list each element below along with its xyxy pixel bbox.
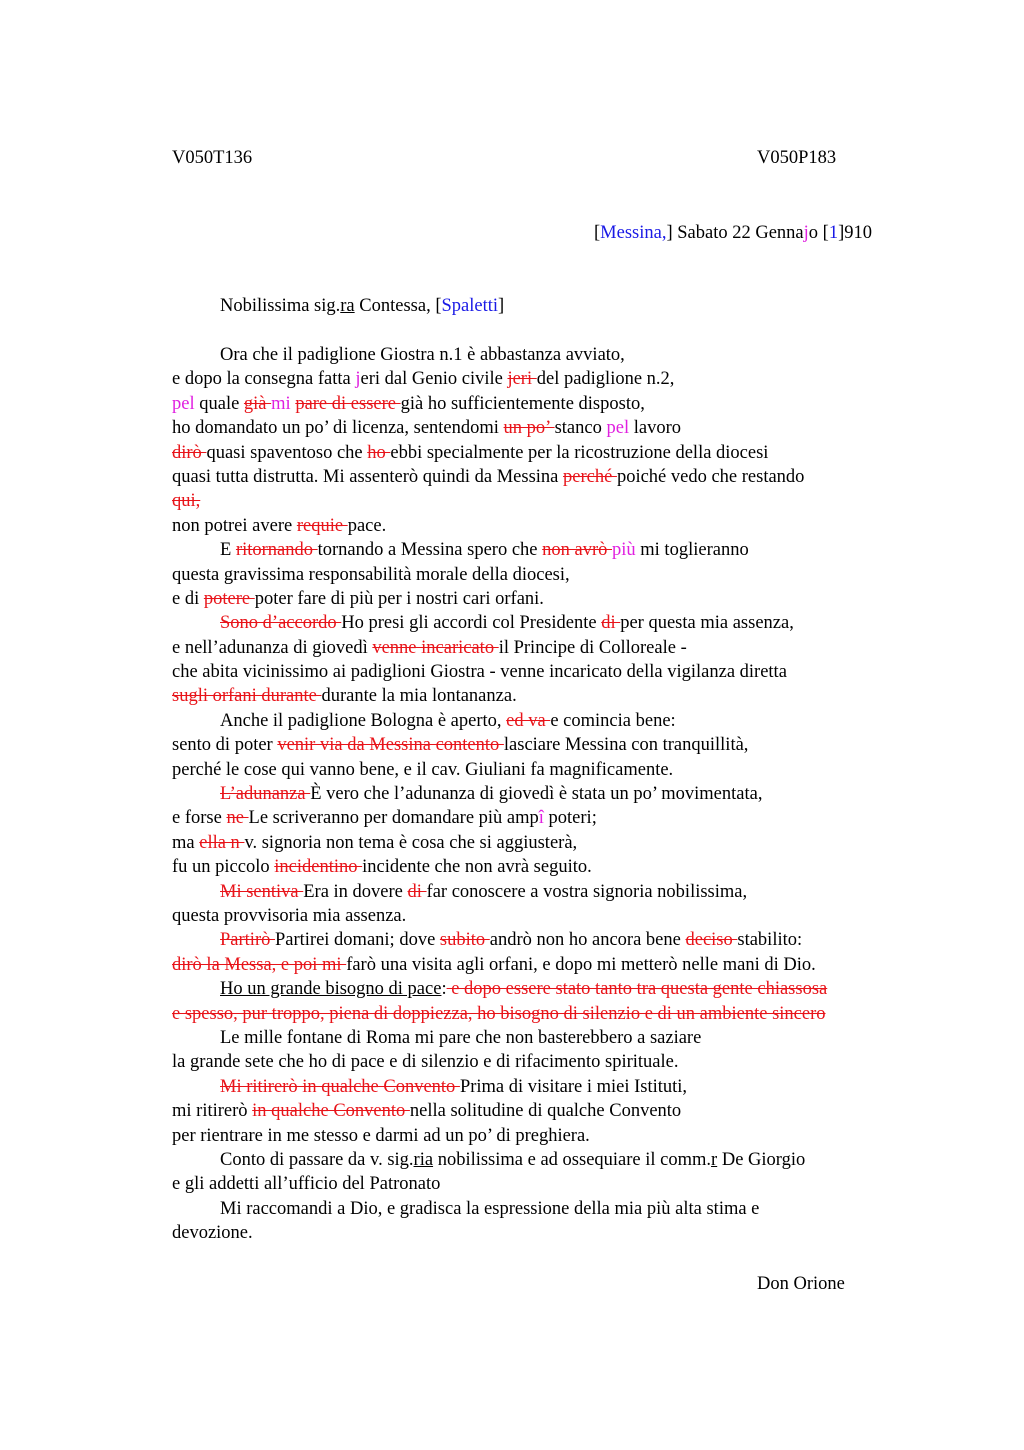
text-span: andrò non ho ancora bene [489, 930, 686, 951]
text-span: De Giorgio [717, 1149, 806, 1170]
text-line [172, 416, 912, 440]
text-span: e comincia bene: [550, 710, 676, 731]
text-span: Ora che il padiglione Giostra n.1 è abbastanza avviato, [220, 345, 625, 365]
text-line [172, 343, 912, 367]
text-line [172, 636, 912, 660]
text-line [172, 1050, 912, 1074]
deleted-text: qui, [172, 491, 201, 512]
deleted-text: ne [226, 808, 249, 829]
text-line [172, 1002, 912, 1026]
deleted-text: e spesso, pur troppo, piena di doppiezza, ho bisogno di silenzio e di un ambiente sincero [172, 1003, 826, 1024]
deleted-text: non avrò [542, 540, 613, 561]
deleted-text: di [601, 613, 621, 634]
text-span: per rientrare in me stesso e darmi ad un po’ di preghiera. [172, 1125, 590, 1146]
underlined-text: r [711, 1149, 718, 1170]
deleted-text: di [407, 881, 427, 902]
deleted-text: un po’ [503, 418, 555, 439]
text-span: quale [194, 393, 244, 414]
text-line [172, 1026, 912, 1050]
text-line [172, 953, 912, 977]
text-line [172, 1148, 912, 1172]
editorial-insertion: Spaletti [441, 296, 499, 316]
added-text: pel [172, 393, 195, 414]
dateline [594, 222, 872, 244]
text-span: mi ritirerò [172, 1101, 253, 1122]
deleted-text: dirò la Messa, e poi mi [172, 954, 347, 975]
text-line [172, 1075, 912, 1099]
text-line [172, 563, 912, 587]
added-text: j [803, 223, 809, 243]
text-span: e nell’adunanza di giovedì [172, 637, 373, 658]
deleted-text: Sono d’accordo [220, 613, 342, 634]
text-span: ] [498, 296, 505, 316]
signature: Don Orione [757, 1274, 845, 1294]
text-span: nobilissima e ad ossequiare il comm. [433, 1149, 712, 1170]
text-span: ho domandato un po’ di licenza, sentendomi [172, 418, 504, 439]
text-line [172, 660, 912, 684]
text-span: mi toglieranno [635, 540, 749, 561]
deleted-text: requie [296, 515, 348, 536]
deleted-text: dirò [172, 442, 207, 463]
text-line [172, 538, 912, 562]
text-span: Prima di visitare i miei Istituti, [459, 1076, 688, 1097]
text-line [172, 392, 912, 416]
text-span: incidente che non avrà seguito. [362, 857, 592, 878]
text-span: ] Sabato 22 Genna [666, 223, 804, 243]
text-span: il Principe di Colloreale - [498, 637, 687, 658]
text-span: poteri; [543, 808, 597, 829]
text-span: e di [172, 588, 204, 609]
text-span: sento di poter [172, 735, 278, 756]
text-span: del padiglione n.2, [536, 369, 675, 390]
deleted-text: ritornando [235, 540, 318, 561]
text-line [172, 1172, 912, 1196]
text-line [172, 514, 912, 538]
underlined-text: ra [340, 296, 355, 316]
text-span: Mi raccomandi a Dio, e gradisca la espressione della mia più alta stima e [220, 1198, 760, 1219]
document-code-left: V050T136 [172, 148, 253, 168]
deleted-text: perché [563, 466, 617, 487]
added-text: î [538, 808, 544, 829]
text-span: e forse [172, 808, 227, 829]
text-span: quasi spaventoso che [206, 442, 368, 463]
deleted-text: venne incaricato [372, 637, 499, 658]
text-span: poiché vedo che restando [616, 466, 805, 487]
text-span: pace. [347, 515, 387, 536]
text-span: che abita vicinissimo ai padiglioni Giostra - venne incaricato della vigilanza diretta [172, 662, 787, 683]
text-span: eri dal Genio civile [360, 369, 508, 390]
text-span: Le mille fontane di Roma mi pare che non basterebbero a saziare [220, 1027, 702, 1048]
text-line [172, 880, 912, 904]
added-text: più [612, 540, 636, 561]
editorial-insertion: Messina, [600, 223, 667, 243]
text-line [172, 611, 912, 635]
deleted-text: potere [203, 588, 255, 609]
text-span: [ [594, 223, 601, 243]
text-line [172, 977, 912, 1001]
text-span: la grande sete che ho di pace e di silenzio e di rifacimento spirituale. [172, 1052, 679, 1073]
text-line [172, 465, 912, 489]
text-span: farò una visita agli orfani, e dopo mi metterò nelle mani di Dio. [346, 954, 816, 975]
text-span: questa provvisoria mia assenza. [172, 905, 407, 926]
deleted-text: Mi ritirerò in qualche Convento [220, 1076, 460, 1097]
deleted-text: subito [439, 930, 490, 951]
editorial-insertion: 1 [828, 223, 839, 243]
text-line [172, 928, 912, 952]
deleted-text: sugli orfani durante [172, 686, 322, 707]
text-span: E [220, 540, 236, 561]
text-line [172, 806, 912, 830]
text-span: stanco [554, 418, 607, 439]
deleted-text: incidentino [274, 857, 363, 878]
deleted-text: deciso [685, 930, 738, 951]
text-span: ]910 [838, 223, 872, 243]
deleted-text: L’adunanza [220, 784, 311, 805]
text-span: e gli addetti all’ufficio del Patronato [172, 1174, 441, 1195]
deleted-text: in qualche Convento [252, 1101, 410, 1122]
underlined-text: Ho un grande bisogno di pace [220, 979, 442, 1000]
document-code-right: V050P183 [757, 148, 837, 168]
text-span: quasi tutta distrutta. Mi assenterò quindi da Messina [172, 466, 564, 487]
text-span: v. signoria non tema è cosa che si aggiusterà, [244, 832, 578, 853]
text-line [172, 782, 912, 806]
text-span: fu un piccolo [172, 857, 275, 878]
text-line [172, 855, 912, 879]
text-span: ma [172, 832, 200, 853]
text-span: stabilito: [737, 930, 803, 951]
deleted-text: Mi sentiva [220, 881, 304, 902]
text-span: È vero che l’adunanza di giovedì è stata un po’ movimentata, [310, 784, 763, 805]
underlined-text: ria [413, 1149, 434, 1170]
text-line [172, 441, 912, 465]
text-line [172, 367, 912, 391]
deleted-text: Partirò [220, 930, 275, 951]
text-span: Conto di passare da v. sig. [220, 1149, 414, 1170]
text-span: Ho presi gli accordi col Presidente [341, 613, 602, 634]
text-span: per questa mia assenza, [620, 613, 794, 634]
text-line [172, 1124, 912, 1148]
text-span: perché le cose qui vanno bene, e il cav. Giuliani fa magnificamente. [172, 759, 674, 780]
text-span: e dopo la consegna fatta [172, 369, 356, 390]
text-span: durante la mia lontananza. [321, 686, 517, 707]
text-span: : [441, 979, 447, 1000]
text-line [172, 733, 912, 757]
text-line [172, 758, 912, 782]
text-span: Partirei domani; dove [274, 930, 440, 951]
text-line [172, 587, 912, 611]
text-line [172, 1197, 912, 1221]
text-span: Nobilissima sig. [220, 296, 341, 316]
text-span: o [ [808, 223, 829, 243]
text-span: Contessa, [ [354, 296, 442, 316]
text-span: devozione. [172, 1223, 253, 1244]
text-span: Anche il padiglione Bologna è aperto, [220, 710, 507, 731]
text-span: Era in dovere [303, 881, 408, 902]
deleted-text: ella n [199, 832, 245, 853]
text-span: ebbi specialmente per la ricostruzione della diocesi [390, 442, 769, 463]
text-span: già ho sufficientemente disposto, [400, 393, 645, 414]
letter-body [172, 343, 912, 1245]
text-span: Le scriveranno per domandare più amp [248, 808, 539, 829]
deleted-text: jeri [507, 369, 537, 390]
text-line [172, 489, 912, 513]
text-line [172, 709, 912, 733]
deleted-text: venir via da Messina contento [277, 735, 504, 756]
text-line [172, 831, 912, 855]
text-line [172, 684, 912, 708]
deleted-text: ed va [506, 710, 551, 731]
deleted-text: pare di essere [295, 393, 401, 414]
text-line [172, 1221, 912, 1245]
salutation [220, 295, 504, 317]
text-span: poter fare di più per i nostri cari orfani. [254, 588, 544, 609]
text-span: lavoro [629, 418, 681, 439]
text-span: questa gravissima responsabilità morale della diocesi, [172, 564, 570, 585]
text-span: non potrei avere [172, 515, 297, 536]
added-text: pel [606, 418, 630, 439]
text-line [172, 1099, 912, 1123]
text-span: far conoscere a vostra signoria nobilissima, [426, 881, 748, 902]
deleted-text: già [243, 393, 272, 414]
deleted-text: ho [367, 442, 391, 463]
text-span: tornando a Messina spero che [317, 540, 543, 561]
text-line [172, 904, 912, 928]
text-span: lasciare Messina con tranquillità, [503, 735, 749, 756]
added-text: j [355, 369, 361, 390]
added-text: mi [271, 393, 291, 414]
text-span: nella solitudine di qualche Convento [409, 1101, 682, 1122]
deleted-text: e dopo essere stato tanto tra questa gente chiassosa [446, 979, 828, 1000]
